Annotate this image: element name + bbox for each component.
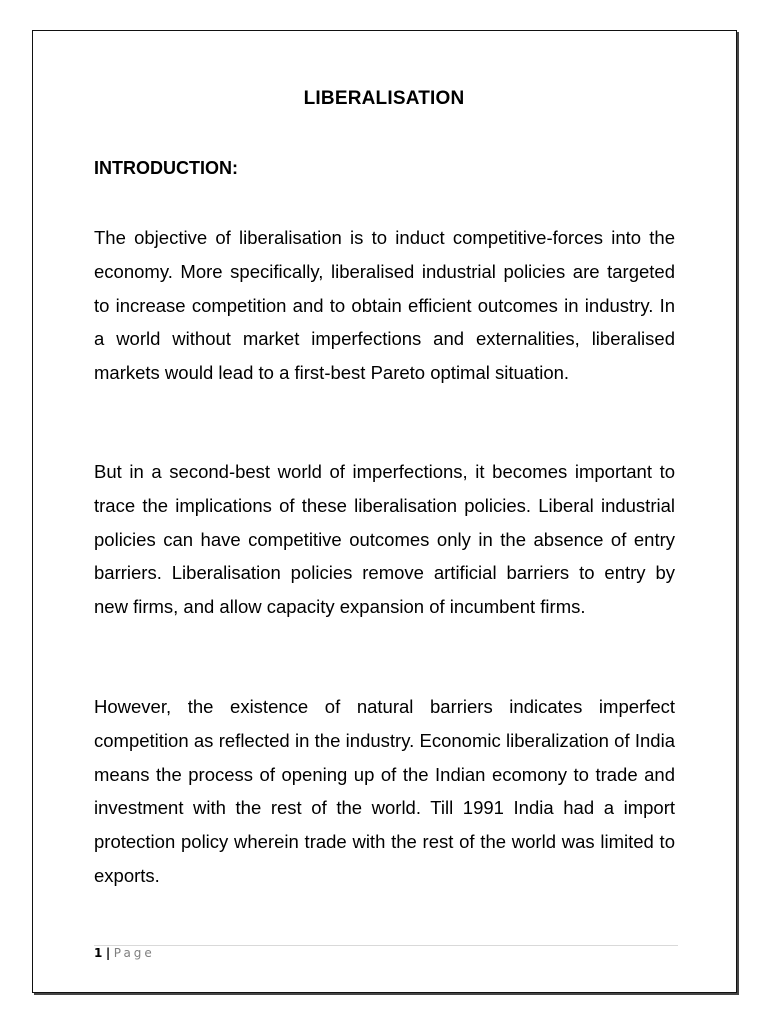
document-title: LIBERALISATION <box>303 88 465 109</box>
footer-divider <box>94 945 678 946</box>
section-heading: INTRODUCTION: <box>94 158 238 178</box>
paragraph-3: However, the existence of natural barriers indicates imperfect competition as reflected in the industry. Economic liberalization of India means the process of opening up of the Indian ecomony to trade and investment with the rest of the world. Till 1991 India had a import protection policy wherein trade with the rest of the world was limited to exports. <box>94 696 675 886</box>
page-footer <box>94 946 155 960</box>
footer-separator: | <box>105 946 111 960</box>
paragraph-2: But in a second-best world of imperfections, it becomes important to trace the implications of these liberalisation policies. Liberal industrial policies can have competitive outcomes only in the absence of entry barriers. Liberalisation policies remove artificial barriers to entry by new firms, and allow capacity expansion of incumbent firms. <box>94 461 675 618</box>
page-number: 1 <box>94 946 103 960</box>
paragraph-1: The objective of liberalisation is to induct competitive-forces into the economy. More specifically, liberalised industrial policies are targeted to increase competition and to obtain efficient outcomes in industry. In a world without market imperfections and externalities, liberalised markets would lead to a first-best Pareto optimal situation. <box>94 227 675 384</box>
page-label: Page <box>113 946 155 960</box>
